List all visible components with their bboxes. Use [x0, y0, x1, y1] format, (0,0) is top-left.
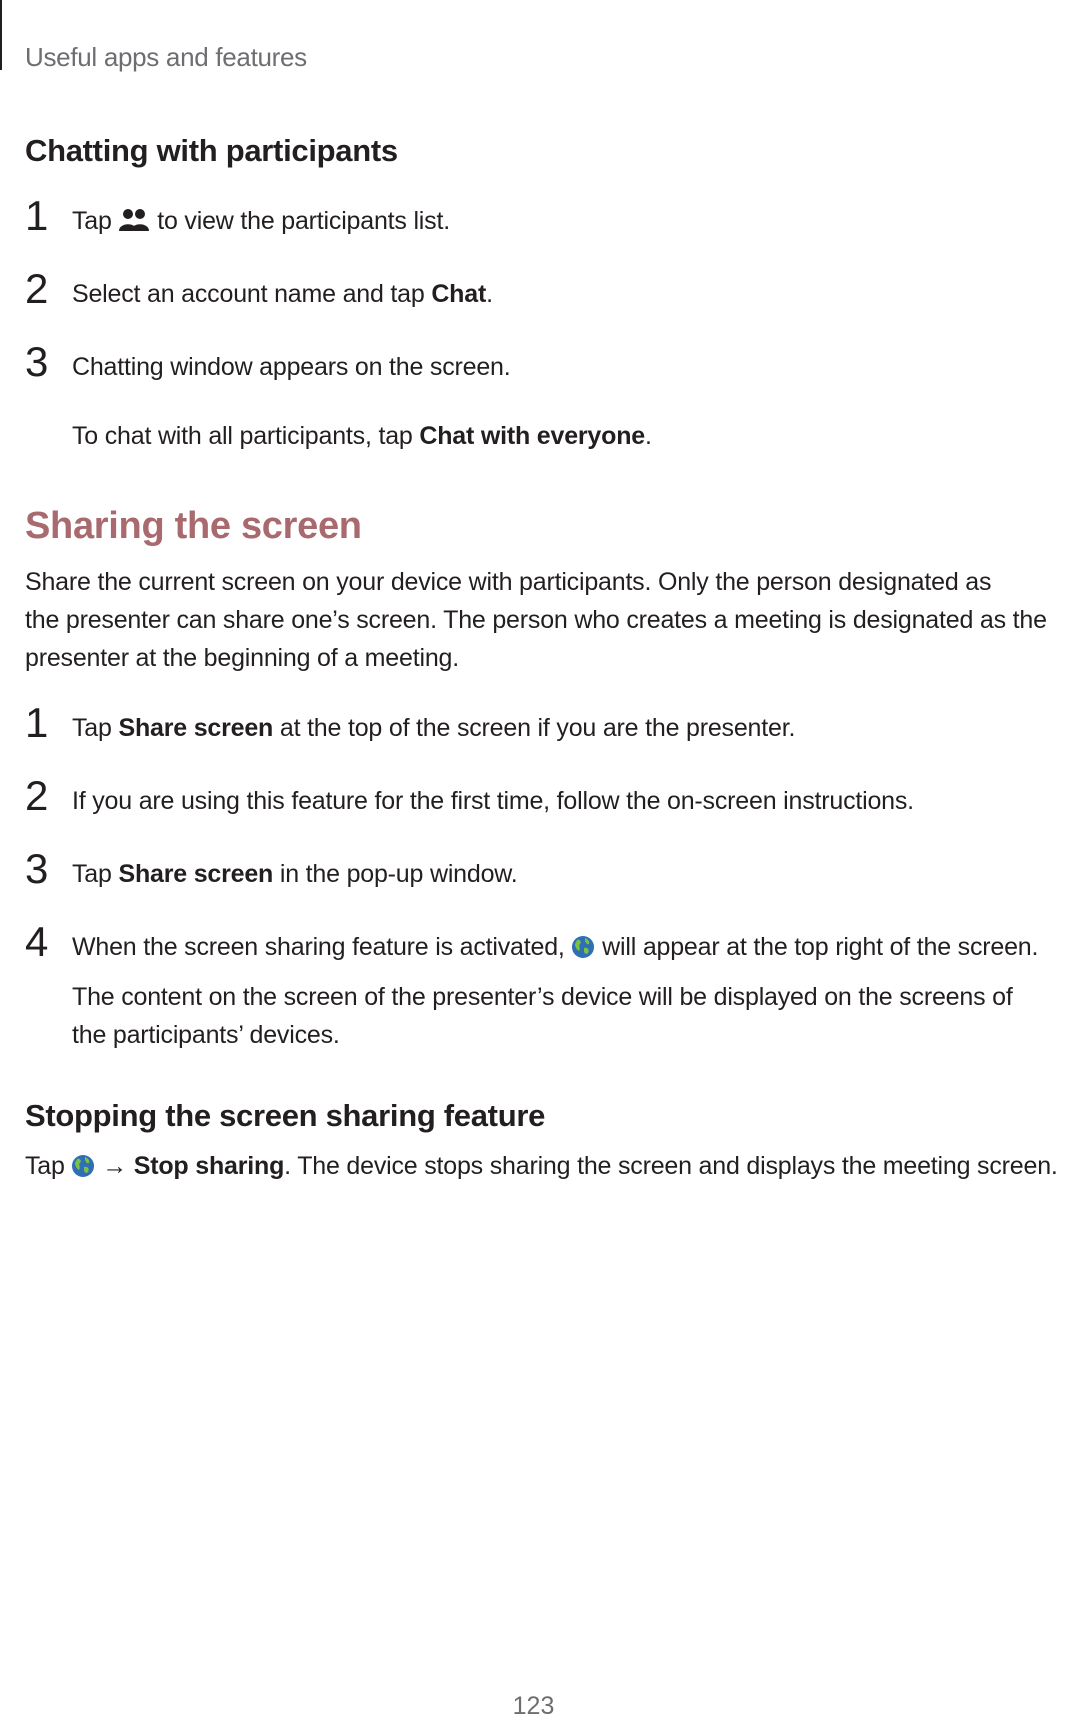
step-text — [72, 206, 450, 240]
step-text: If you are using this feature for the first time, follow the on-screen instructions. — [72, 787, 914, 815]
step-text — [72, 859, 518, 889]
step-text — [72, 713, 795, 743]
step-text — [72, 279, 493, 309]
share-intro — [25, 563, 1047, 677]
share-note — [72, 978, 1013, 1054]
header-rule — [0, 0, 2, 70]
stop-instruction — [25, 1147, 1058, 1189]
note-text-before: To chat with all participants, tap — [72, 422, 420, 450]
step-number: 3 — [25, 338, 49, 385]
step-text-after: at the top of the screen if you are the presenter. — [273, 714, 796, 742]
step-text — [72, 932, 1038, 966]
step-number: 1 — [25, 699, 49, 746]
note-text-after: . — [644, 422, 652, 450]
stop-text-after: . The device stops sharing the screen and displays the meeting screen. — [284, 1152, 1058, 1180]
step-number: 4 — [25, 918, 49, 965]
intro-line: the presenter can share one’s screen. The person who creates a meeting is designated as the — [25, 606, 1047, 634]
arrow-separator: → — [95, 1152, 134, 1180]
globe-icon — [71, 1151, 95, 1189]
page-number: 123 — [512, 1692, 555, 1720]
step-number: 2 — [25, 772, 49, 819]
stop-section-title: Stopping the screen sharing feature — [25, 1098, 546, 1133]
note-line: the participants’ devices. — [72, 1021, 340, 1049]
intro-line: Share the current screen on your device with participants. Only the person designated as — [25, 568, 992, 596]
share-section-title: Sharing the screen — [25, 505, 362, 547]
note-line: The content on the screen of the presenter’s device will be displayed on the screens of — [72, 983, 1013, 1011]
step-text-after: to view the participants list. — [150, 207, 450, 235]
step-text-before: Tap — [72, 860, 119, 888]
participants-icon — [118, 207, 150, 240]
globe-icon — [571, 935, 595, 966]
step-text-before: Select an account name and tap — [72, 280, 432, 308]
stop-text-before: Tap — [25, 1152, 72, 1180]
step-text-after: in the pop-up window. — [273, 860, 518, 888]
stop-text-bold: Stop sharing — [133, 1152, 285, 1180]
step-text: Chatting window appears on the screen. — [72, 353, 511, 381]
step-number: 3 — [25, 845, 49, 892]
chat-section-title: Chatting with participants — [25, 133, 398, 168]
step-text-after: . — [486, 280, 493, 308]
intro-line: presenter at the beginning of a meeting. — [25, 644, 459, 672]
step-text-bold: Share screen — [118, 714, 274, 742]
step-number: 2 — [25, 265, 49, 312]
step-text-after: will appear at the top right of the screen. — [595, 933, 1039, 961]
step-text-before: Tap — [72, 714, 119, 742]
step-text-bold: Share screen — [118, 860, 274, 888]
step-text-before: When the screen sharing feature is activated, — [72, 933, 572, 961]
note-text-bold: Chat with everyone — [419, 422, 645, 450]
chat-note — [72, 417, 652, 455]
step-text-before: Tap — [72, 207, 119, 235]
step-number: 1 — [25, 192, 49, 239]
step-text-bold: Chat — [431, 280, 487, 308]
running-title: Useful apps and features — [25, 42, 307, 72]
